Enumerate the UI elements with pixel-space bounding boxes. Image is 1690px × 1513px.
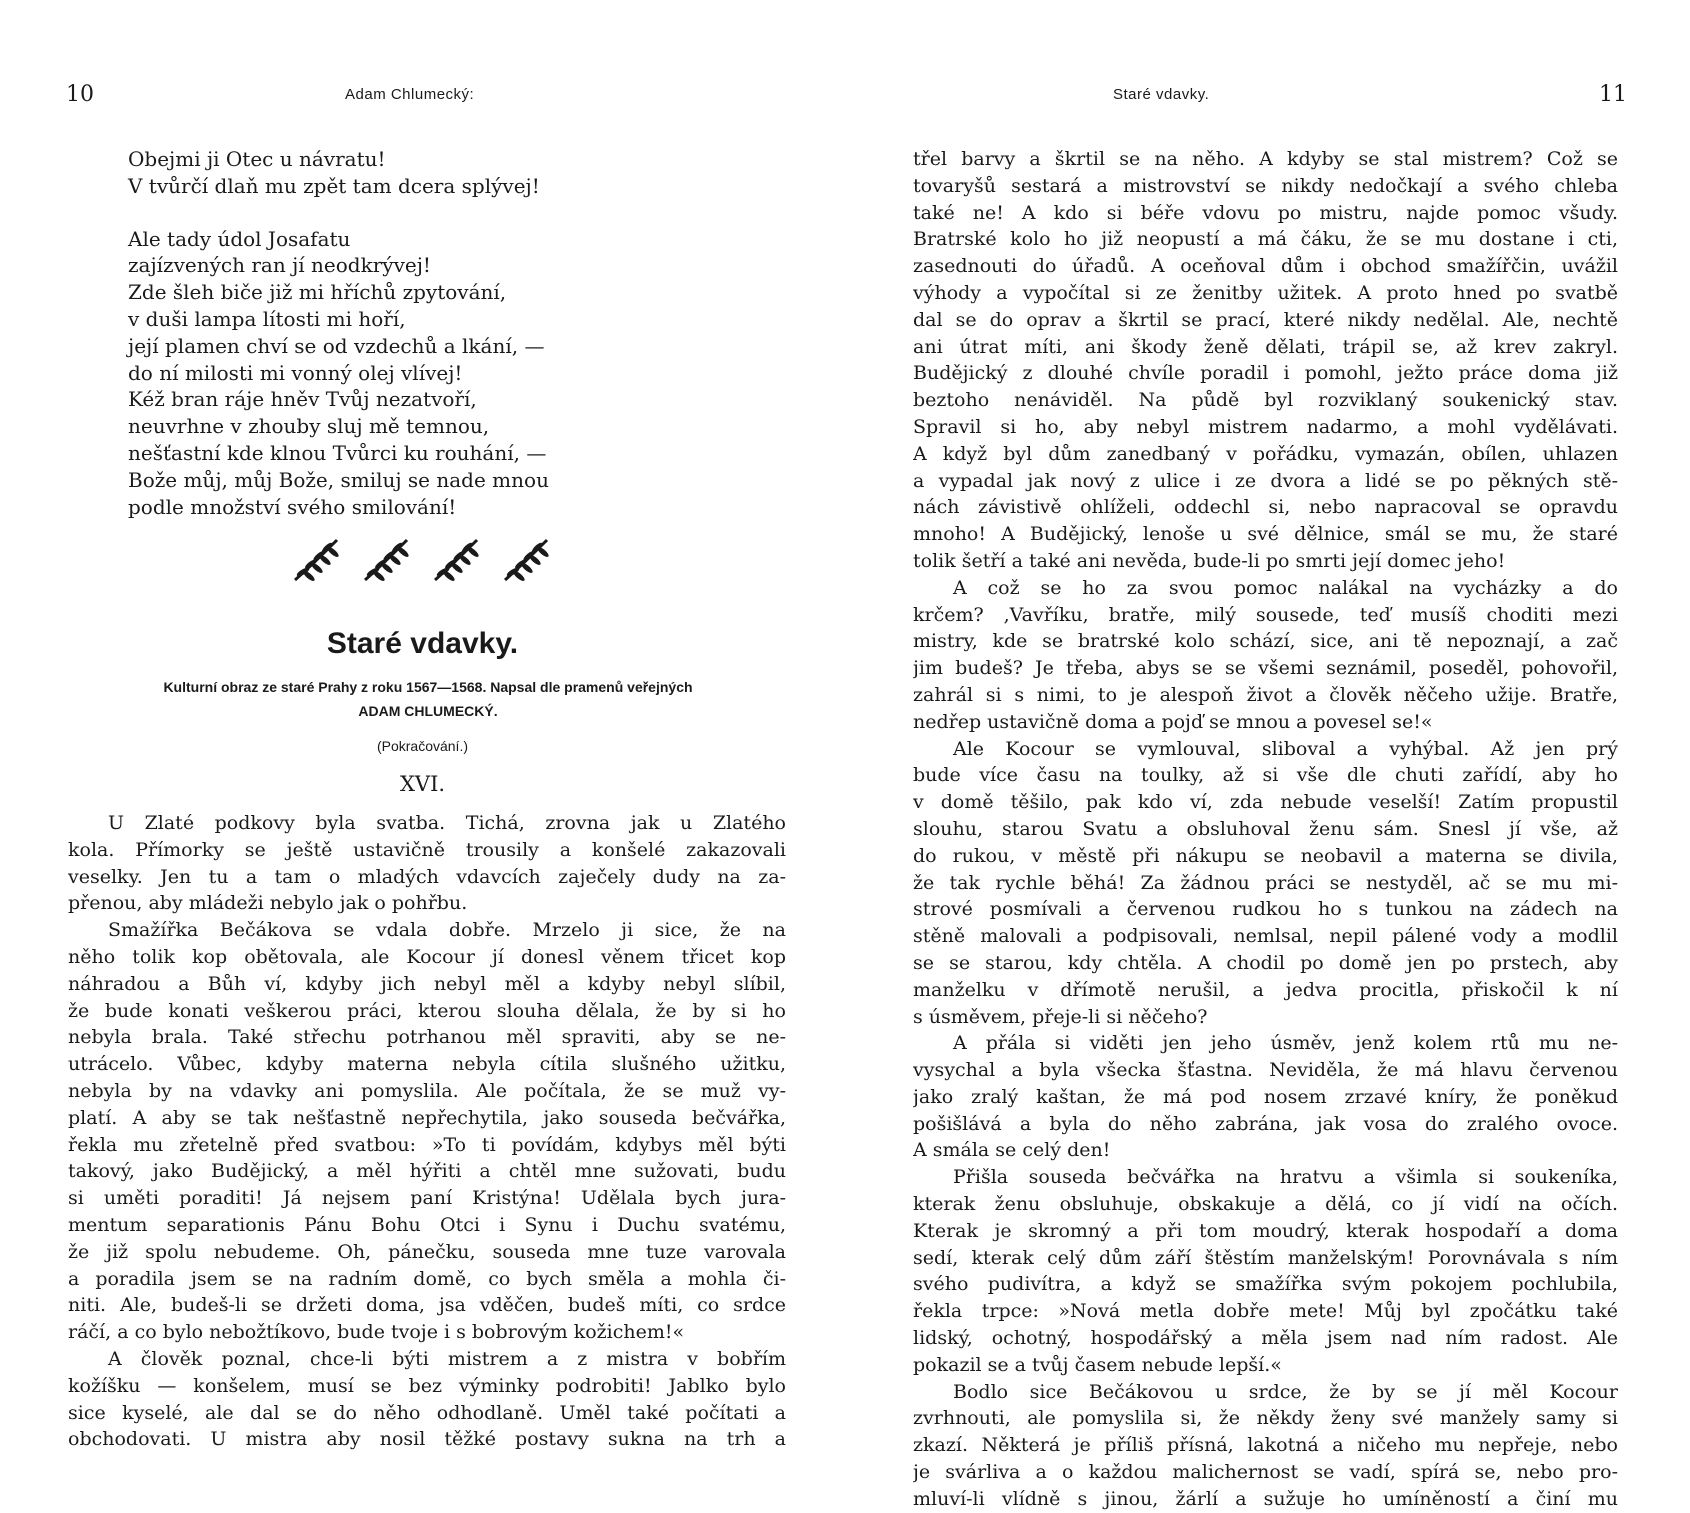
- text-line: vysychal a byla všecka šťastna. Neviděla, že má hlavu červenou: [913, 1059, 1618, 1082]
- text-line: manželku v dřímotě nerušil, a jedva procitla, přiskočil k ní: [913, 978, 1618, 1001]
- text-line: zkazí. Některá je příliš přísná, lakotná a ničeho mu nepřeje, nebo: [913, 1434, 1618, 1457]
- text-line: bude více času na toulky, až si vše dle chuti zařídí, aby ho: [913, 764, 1618, 787]
- text-line: kterak ženu obsluhuje, obskakuje a dělá, co jí vidí na očích.: [913, 1193, 1618, 1216]
- text-line: lidský, ochotný, hospodářský a měla jsem nad ním radost. Ale: [913, 1327, 1618, 1350]
- paragraph: [68, 1346, 786, 1453]
- text-line: nebyla brala. Také střechu potrhanou měl spraviti, aby se ne-: [68, 1026, 786, 1049]
- text-line: Bodlo sice Bečákovou u srdce, že by se jí měl Kocour: [953, 1380, 1618, 1403]
- text-line: nedřep ustavičně doma a pojď se mnou a povesel se!«: [913, 710, 1433, 733]
- paragraph: [913, 1030, 1618, 1164]
- text-line: strové posmívali a červenou rudkou ho s tunkou na zádech na: [913, 898, 1618, 921]
- poem-line: Kéž bran ráje hněv Tvůj nezatvoří,: [128, 387, 477, 412]
- sprig-ornament: [365, 540, 410, 582]
- sprig-ornament: [505, 540, 550, 582]
- text-line: A což se ho za svou pomoc nalákal na vycházky a do: [953, 576, 1618, 599]
- text-line: A přála si viděti jen jeho úsměv, jenž kolem rtů mu ne-: [953, 1032, 1618, 1055]
- text-line: výhody a vypočítal si ze ženitby užitek. A proto hned po svatbě: [913, 281, 1618, 304]
- text-line: přenou, aby mládeži nebylo jak o pohřbu.: [68, 892, 468, 915]
- text-line: sice kyselé, ale dal se do něho odhodlaně. Uměl také počítati a: [68, 1401, 786, 1424]
- text-line: Spravil si ho, aby nebyl mistrem nadarmo, a mohl vydělávati.: [913, 415, 1618, 438]
- text-line: dal se do oprav a škrtil se prací, které nikdy nedělal. Ale, nechtě: [913, 308, 1618, 331]
- text-line: krčem? ,Vavříku, bratře, milý sousede, teď musíš choditi mezi: [913, 603, 1618, 626]
- text-line: Přišla souseda bečvářka na hratvu a všimla si soukeníka,: [953, 1166, 1618, 1189]
- poem-line: v duši lampa lítosti mi hoří,: [128, 306, 406, 331]
- text-line: mentum separationis Pánu Bohu Otci i Synu i Duchu svatému,: [68, 1213, 786, 1236]
- text-line: stěně malovali a podpisovali, nemlsal, nepil pálené vody a modlil: [913, 925, 1618, 948]
- fleuron-ornament: [285, 530, 565, 586]
- text-line: kožíšku — konšelem, musí se bez výminky podrobiti! Jablko bylo: [68, 1374, 786, 1397]
- text-line: a poradila jsem se na radním domě, co bych směla a mohla či-: [68, 1267, 786, 1290]
- text-line: mluví-li vlídně s jinou, žárlí a sužuje ho umíněností a činí mu: [913, 1487, 1618, 1510]
- poem-line: Zde šleh biče již mi hříchů zpytování,: [128, 280, 507, 305]
- page-number: 10: [66, 82, 94, 107]
- body-text: [913, 146, 1618, 1513]
- text-line: pošišlává a byla do něho zabrána, jak vosa do zralého ovoce.: [913, 1112, 1618, 1135]
- text-line: A člověk poznal, chce-li býti mistrem a z mistra v bobřím: [108, 1347, 786, 1370]
- text-line: řekla trpce: »Nová metla dobře mete! Můj byl zpočátku také: [913, 1300, 1618, 1323]
- page-number: 11: [1599, 82, 1627, 107]
- text-line: veselky. Jen tu a tam o mladých vdavcích zaječely dudy na za-: [68, 865, 786, 888]
- text-line: jim budeš? Je třeba, abys se se všemi seznámil, poseděl, pohovořil,: [913, 657, 1618, 680]
- text-line: něho tolik kop obětovala, ale Kocour jí donesl věnem třicet kop: [68, 945, 786, 968]
- text-line: slouhu, starou Svatu a obsluhoval ženu sám. Snesl jí vše, až: [913, 817, 1618, 840]
- author-line: ADAM CHLUMECKÝ.: [358, 703, 498, 719]
- text-line: a vypadal jak nový z ulice i ze dvora a lidé se po pěkných stě-: [913, 469, 1618, 492]
- text-line: také ne! A kdo si béře vdovu po mistru, najde pomoc všudy.: [913, 201, 1618, 224]
- text-line: platí. A aby se tak nešťastně nepřechytila, jako souseda bečvářka,: [68, 1106, 786, 1129]
- text-line: A smála se celý den!: [913, 1139, 1111, 1162]
- paragraph: [68, 810, 786, 917]
- text-line: zahrál si s nimi, to je alespoň život a člověk něčeho užije. Bratře,: [913, 683, 1618, 706]
- poem-line: neuvrhne v zhouby sluj mě temnou,: [128, 414, 490, 439]
- poem-line: do ní milosti mi vonný olej vlívej!: [128, 360, 463, 385]
- text-line: sedí, kterak celý dům září štěstím manželským! Porovnávala s ním: [913, 1246, 1618, 1269]
- text-line: zasednouti do úřadů. A oceňoval dům i obchod smažířčin, uvážil: [913, 255, 1618, 278]
- text-line: mnoho! A Budějický, lenoše u své dělnice, smál se mu, že staré: [913, 523, 1618, 546]
- text-line: že již spolu nebudeme. Oh, pánečku, souseda mne tuze varovala: [68, 1240, 786, 1263]
- text-line: mistry, kde se bratrské kolo schází, sice, ani tě nepoznají, a zač: [913, 630, 1618, 653]
- poem: [128, 146, 628, 520]
- text-line: náhradou a Bůh ví, kdyby jich nebyl měl a kdyby nebyl slíbil,: [68, 972, 786, 995]
- text-line: řekla mu zřetelně před svatbou: »To ti povídám, kdybys měl býti: [68, 1133, 786, 1156]
- running-head: Adam Chlumecký:: [345, 86, 475, 103]
- left-page: [0, 0, 845, 1500]
- right-page: [845, 0, 1690, 1510]
- poem-line: nešťastní kde klnou Tvůrci ku rouhání, —: [128, 440, 547, 465]
- text-line: obchodovati. U mistra aby nosil těžké postavy sukna na trh a: [68, 1428, 786, 1451]
- text-line: Bratrské kolo ho již neopustí a má čáku, že se mu dostane i cti,: [913, 228, 1618, 251]
- paragraph: [913, 736, 1618, 1031]
- text-line: třel barvy a škrtil se na něho. A kdyby se stal mistrem? Což se: [913, 148, 1618, 170]
- text-line: v domě těšilo, pak kdo ví, zda nebude veselší! Zatím propustil: [913, 791, 1618, 814]
- poem-line: Bože můj, můj Bože, smiluj se nade mnou: [128, 467, 549, 492]
- paragraph: [913, 575, 1618, 736]
- sprig-ornament: [435, 540, 480, 582]
- text-line: beztoho nenáviděl. Na půdě byl rozviklaný soukenický stav.: [913, 389, 1618, 412]
- text-line: Ale Kocour se vymlouval, sliboval a vyhýbal. Až jen prý: [953, 737, 1618, 760]
- text-line: tolik šetří a také ani nevěda, bude-li po smrti její domec jeho!: [913, 549, 1506, 572]
- text-line: se se starou, kdy chtěla. A chodil po domě jen po prstech, aby: [913, 951, 1618, 974]
- article-title: Staré vdavky.: [326, 627, 519, 660]
- sprig-ornament: [295, 540, 340, 582]
- poem-line: V tvůrčí dlaň mu zpět tam dcera splývej!: [128, 173, 540, 198]
- text-line: Kterak je skromný a při tom moudrý, kterak hospodaří a doma: [913, 1219, 1618, 1242]
- text-line: jako zralý kaštan, že má pod nosem zrzavé kníry, že poněkud: [913, 1085, 1618, 1108]
- text-line: že bude konati veškerou práci, kterou slouha dělala, že by si ho: [68, 999, 786, 1022]
- text-line: A když byl dům zanedbaný v pořádku, vymazán, obílen, uhlazen: [913, 442, 1618, 465]
- poem-line: Obejmi ji Otec u návratu!: [128, 147, 386, 171]
- text-line: U Zlaté podkovy byla svatba. Tichá, zrovna jak u Zlatého: [108, 812, 786, 834]
- text-line: Budějický z dlouhé chvíle poradil i pomohl, ježto práce doma již: [913, 362, 1618, 385]
- chapter-number: XVI.: [399, 772, 446, 796]
- poem-stanza: [128, 146, 628, 200]
- text-line: si uměti poraditi! Já nejsem paní Kristýna! Udělala bych jura-: [68, 1187, 786, 1210]
- poem-line: podle množství svého smilování!: [128, 494, 457, 519]
- text-line: niti. Ale, budeš-li se držeti doma, jsa vděčen, budeš míti, co srdce: [68, 1294, 786, 1317]
- text-line: tovaryšů sestará a mistrovství se nikdy nedočkají a svého chleba: [913, 174, 1618, 197]
- text-line: takový, jako Budějický, a měl hýřiti a chtěl mne sužovati, budu: [68, 1160, 786, 1183]
- text-line: pokazil se a tvůj časem nebude lepší.«: [913, 1353, 1282, 1376]
- text-line: kola. Přímorky se ještě ustavičně trousily a konšelé zakazovali: [68, 838, 786, 861]
- text-line: Smažířka Bečákova se vdala dobře. Mrzelo ji sice, že na: [108, 919, 786, 942]
- text-line: nebyla by na vdavky ani pomyslila. Ale počítala, že se muž vy-: [68, 1079, 786, 1102]
- text-line: je svárliva a o každou malichernost se vadí, spírá se, nebo pro-: [913, 1461, 1618, 1484]
- subtitle-line: Kulturní obraz ze staré Prahy z roku 1567—1568. Napsal dle pramenů veřejných: [163, 679, 693, 695]
- running-head: Staré vdavky.: [1113, 86, 1210, 103]
- paragraph: [913, 146, 1618, 575]
- text-line: že tak rychle běhá! Za žádnou práci se nestyděl, ač se mu mi-: [913, 871, 1618, 894]
- text-line: s úsměvem, přeje-li si něčeho?: [913, 1005, 1208, 1028]
- text-line: svého pudivítra, a když se smažířka svým pokojem pochlubila,: [913, 1273, 1618, 1296]
- poem-line: Ale tady údol Josafatu: [128, 226, 351, 251]
- paragraph: [913, 1379, 1618, 1513]
- article-subtitle: [68, 675, 788, 723]
- poem-line: zajízvených ran jí neodkrývej!: [128, 253, 431, 278]
- text-line: do rukou, v městě při nákupu se neobavil a materna se divila,: [913, 844, 1618, 867]
- text-line: nách závistivě ohlíželi, oddechl si, nebo napracoval se opravdu: [913, 496, 1618, 519]
- poem-stanza: [128, 226, 628, 521]
- body-text: [68, 810, 786, 1453]
- continuation-note: (Pokračování.): [376, 738, 469, 754]
- text-line: ráčí, a co bylo nebožtíkovo, bude tvoje i s bobrovým kožichem!«: [68, 1321, 685, 1344]
- paragraph: [68, 917, 786, 1346]
- text-line: zvrhnouti, ale pomyslila si, že někdy ženy své manžely samy si: [913, 1407, 1618, 1430]
- text-line: utrácelo. Vůbec, kdyby materna nebyla cítila slušného užitku,: [68, 1053, 786, 1076]
- paragraph: [913, 1164, 1618, 1378]
- poem-line: její plamen chví se od vzdechů a lkání, —: [128, 333, 545, 358]
- text-line: ani útrat míti, ani škody ženě dělati, trápil se, až krev zakryl.: [913, 335, 1618, 358]
